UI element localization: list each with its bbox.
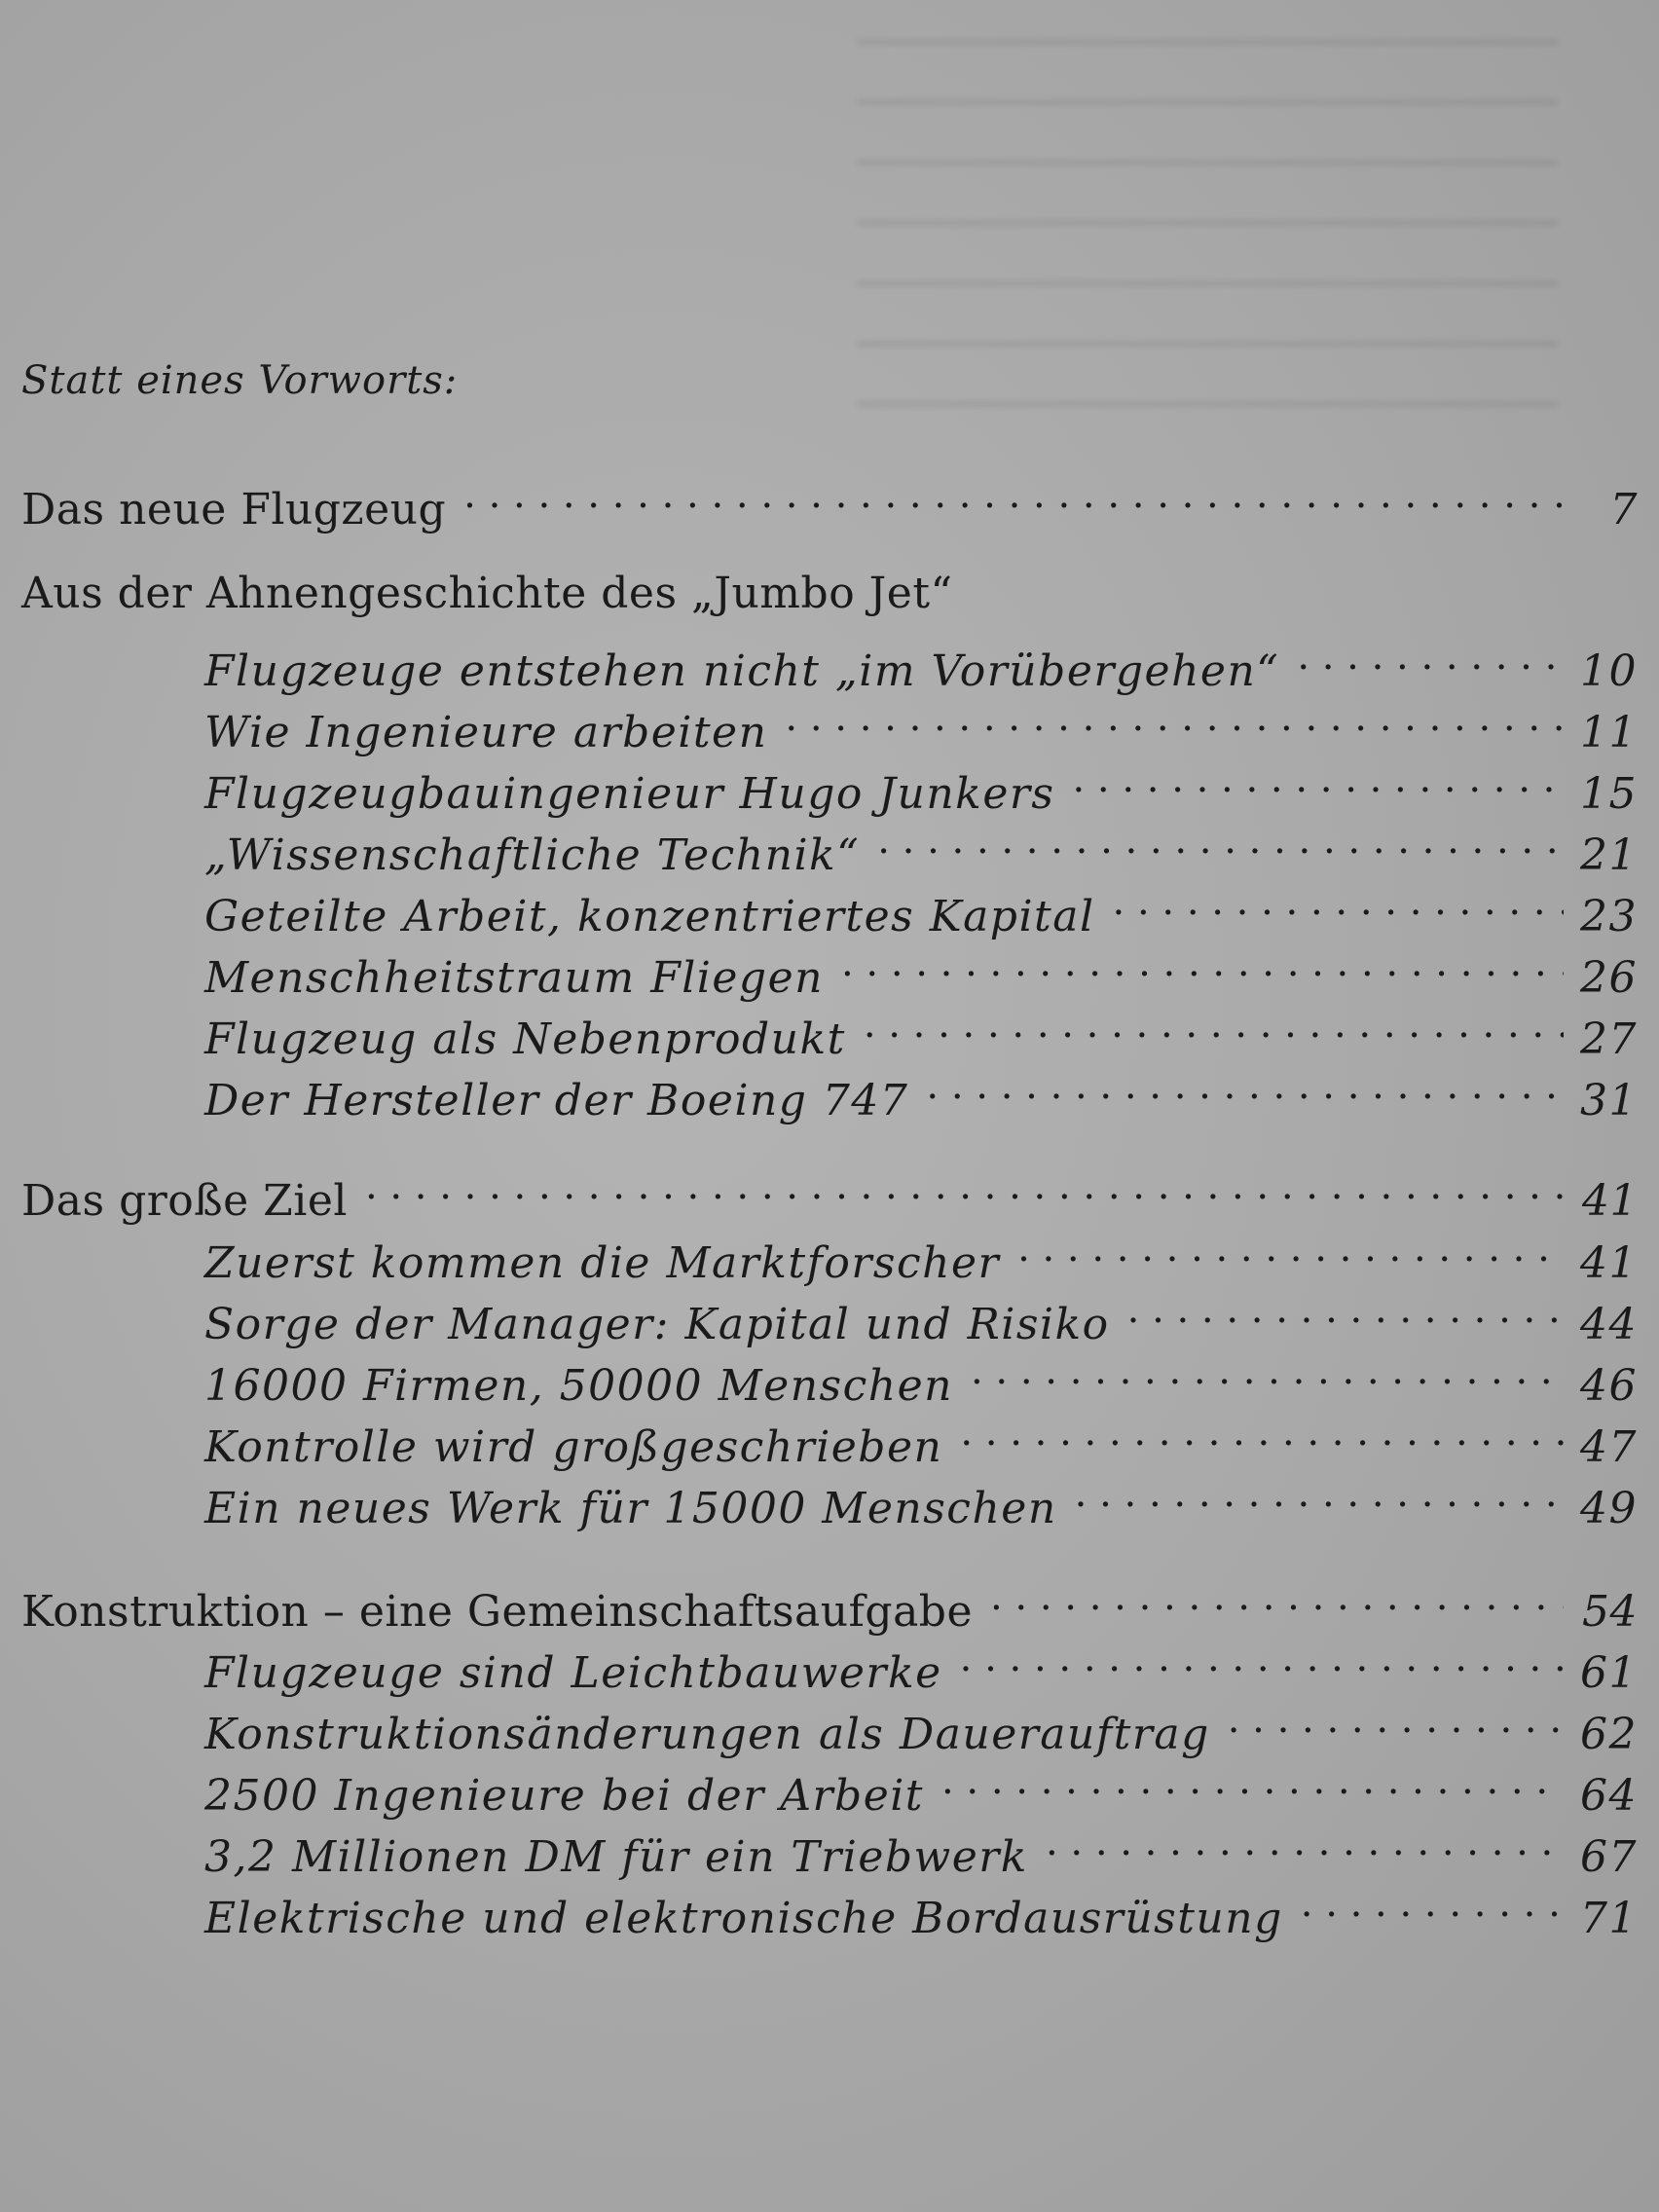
toc-entry[interactable] bbox=[21, 465, 1638, 535]
toc-entry-title: Der Hersteller der Boeing 747 bbox=[204, 1076, 909, 1125]
toc-leader-dots bbox=[877, 811, 1564, 869]
toc-leader-dots bbox=[1228, 1690, 1564, 1749]
toc-entry-page: 62 bbox=[1580, 1710, 1638, 1759]
toc-entry-title: Sorge der Manager: Kapital und Risiko bbox=[204, 1300, 1110, 1349]
toc-entry-title: Flugzeuge sind Leichtbauwerke bbox=[204, 1648, 942, 1698]
toc-leader-dots bbox=[864, 995, 1564, 1053]
toc-leader-dots bbox=[971, 1342, 1564, 1400]
toc-leader-dots bbox=[785, 688, 1564, 747]
toc-entry-page: 23 bbox=[1580, 892, 1638, 941]
toc-entry-title: Das große Ziel bbox=[21, 1176, 348, 1226]
toc-entry-page: 46 bbox=[1580, 1361, 1638, 1411]
toc-entry-page: 41 bbox=[1582, 1176, 1638, 1226]
toc-entry-title: 3,2 Millionen DM für ein Triebwerk bbox=[204, 1832, 1028, 1882]
toc-entry-title: Zuerst kommen die Marktforscher bbox=[204, 1238, 1001, 1288]
toc-entry[interactable] bbox=[21, 1567, 1638, 1637]
toc-leader-dots bbox=[1301, 1874, 1564, 1933]
toc-entry-title: Menschheitstraum Fliegen bbox=[204, 953, 824, 1003]
toc-entry[interactable] bbox=[204, 750, 1638, 819]
toc-entry-title: Wie Ingenieure arbeiten bbox=[204, 708, 768, 757]
toc-leader-dots bbox=[960, 1629, 1564, 1687]
toc-leader-dots bbox=[463, 465, 1564, 524]
toc-entry-page: 27 bbox=[1580, 1014, 1638, 1064]
toc-entry-page: 7 bbox=[1609, 485, 1638, 535]
toc-leader-dots bbox=[1072, 750, 1564, 808]
toc-entry-page: 67 bbox=[1580, 1832, 1638, 1882]
toc-entry-title: Ein neues Werk für 15000 Menschen bbox=[204, 1484, 1057, 1533]
toc-entry[interactable] bbox=[204, 1629, 1638, 1698]
toc-entry-title: Elektrische und elektronische Bordausrüstung bbox=[204, 1894, 1283, 1943]
toc-entry[interactable] bbox=[204, 1280, 1638, 1349]
toc-entry[interactable] bbox=[21, 1157, 1638, 1226]
toc-entry-title: Flugzeugbauingenieur Hugo Junkers bbox=[204, 769, 1055, 819]
toc-entry-title: 2500 Ingenieure bei der Arbeit bbox=[204, 1771, 924, 1821]
toc-leader-dots bbox=[926, 1056, 1564, 1115]
toc-entry-title: Das neue Flugzeug bbox=[21, 485, 447, 535]
toc-entry-page: 31 bbox=[1580, 1076, 1638, 1125]
toc-leader-dots bbox=[1113, 872, 1564, 931]
toc-entry-page: 64 bbox=[1580, 1771, 1638, 1821]
toc-entry-title: 16000 Firmen, 50000 Menschen bbox=[204, 1361, 953, 1411]
toc-entry-title: Aus der Ahnengeschichte des „Jumbo Jet“ bbox=[21, 569, 953, 618]
toc-entry-title: Flugzeuge entstehen nicht „im Vorübergehen“ bbox=[204, 646, 1280, 696]
toc-entry[interactable] bbox=[204, 1342, 1638, 1411]
toc-leader-dots bbox=[1046, 1813, 1564, 1871]
toc-entry[interactable] bbox=[204, 1690, 1638, 1759]
toc-entry-page: 11 bbox=[1580, 708, 1638, 757]
toc-entry[interactable] bbox=[204, 1874, 1638, 1943]
toc-entry-page: 10 bbox=[1580, 646, 1638, 696]
toc-leader-dots bbox=[841, 934, 1564, 992]
toc-entry[interactable] bbox=[204, 1464, 1638, 1533]
toc-entry[interactable] bbox=[204, 1751, 1638, 1821]
toc-leader-dots bbox=[1127, 1280, 1564, 1339]
toc-leader-dots bbox=[1017, 1219, 1564, 1277]
toc-leader-dots bbox=[1297, 627, 1564, 685]
toc-entry[interactable] bbox=[204, 1403, 1638, 1472]
toc-entry[interactable] bbox=[204, 1813, 1638, 1882]
toc-entry-page: 44 bbox=[1580, 1300, 1638, 1349]
toc-entry[interactable] bbox=[204, 811, 1638, 880]
toc-leader-dots bbox=[941, 1751, 1564, 1810]
toc-entry[interactable] bbox=[204, 1056, 1638, 1125]
toc-leader-dots bbox=[960, 1403, 1564, 1461]
toc-entry-page: 15 bbox=[1580, 769, 1638, 819]
toc-entry-page: 41 bbox=[1580, 1238, 1638, 1288]
toc-entry-title: Konstruktion – eine Gemeinschaftsaufgabe bbox=[21, 1587, 973, 1637]
toc-entry-page: 54 bbox=[1582, 1587, 1638, 1637]
toc-entry-title: „Wissenschaftliche Technik“ bbox=[204, 830, 861, 880]
toc-section-heading[interactable] bbox=[21, 565, 1638, 623]
toc-entry[interactable] bbox=[204, 1219, 1638, 1288]
toc-entry[interactable] bbox=[204, 995, 1638, 1064]
toc-entry-page: 61 bbox=[1580, 1648, 1638, 1698]
toc-entry[interactable] bbox=[204, 688, 1638, 757]
toc-entry[interactable] bbox=[204, 872, 1638, 941]
toc-entry-title: Konstruktionsänderungen als Dauerauftrag bbox=[204, 1710, 1210, 1759]
toc-entry-page: 47 bbox=[1580, 1422, 1638, 1472]
toc-leader-dots bbox=[365, 1157, 1564, 1215]
toc-entry-title: Geteilte Arbeit, konzentriertes Kapital bbox=[204, 892, 1095, 941]
toc-leader-dots bbox=[990, 1567, 1564, 1626]
toc-entry[interactable] bbox=[204, 627, 1638, 696]
toc-entry-title: Flugzeug als Nebenprodukt bbox=[204, 1014, 846, 1064]
preface-heading: Statt eines Vorworts: bbox=[21, 358, 459, 403]
toc-leader-dots bbox=[1075, 1464, 1564, 1523]
toc-entry-page: 49 bbox=[1580, 1484, 1638, 1533]
toc-entry-page: 71 bbox=[1580, 1894, 1638, 1943]
toc-entry-page: 26 bbox=[1580, 953, 1638, 1003]
toc-entry[interactable] bbox=[204, 934, 1638, 1003]
toc-entry-title: Kontrolle wird großgeschrieben bbox=[204, 1422, 943, 1472]
toc-entry-page: 21 bbox=[1580, 830, 1638, 880]
